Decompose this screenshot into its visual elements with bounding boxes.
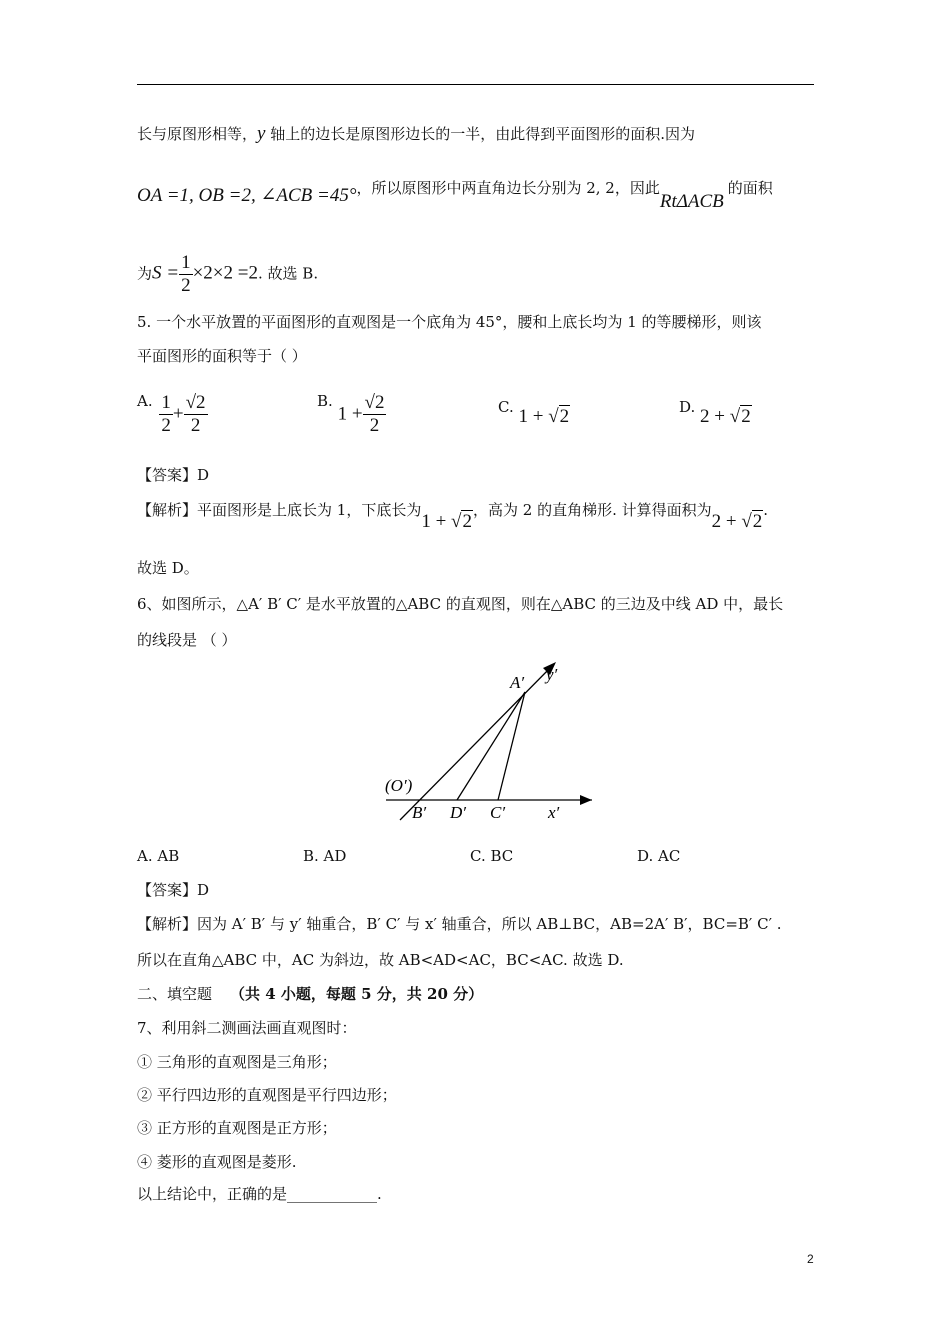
q7-item-4: ④ 菱形的直观图是菱形. [137, 1153, 297, 1171]
q5-answer: 【答案】D [137, 466, 210, 484]
q6-explanation-line-1: 【解析】因为 A′ B′ 与 y′ 轴重合，B′ C′ 与 x′ 轴重合，所以 AB⊥BC，AB=2A′ B′，BC=B′ C′ . [137, 915, 782, 933]
y-axis [400, 664, 554, 820]
math-lead: 1 + [337, 403, 363, 425]
math-lead: 2 + [700, 406, 726, 427]
q6-answer: 【答案】D [137, 881, 210, 899]
q7-item-2: ② 平行四边形的直观图是平行四边形； [137, 1086, 397, 1104]
section-title: 二、填空题 [137, 985, 213, 1003]
text: ，高为 2 的直角梯形. 计算得面积为 [472, 501, 712, 519]
q7-item-3: ③ 正方形的直观图是正方形； [137, 1119, 337, 1137]
text: 长与原图形相等， [137, 125, 258, 143]
math-lead: 2 + [711, 511, 737, 532]
radicand: 2 [559, 406, 570, 427]
solution-line-2 [137, 179, 773, 212]
q6-option-d: D. AC [637, 847, 681, 865]
option-label: C. [498, 398, 514, 416]
label-b: B′ [412, 803, 427, 822]
text: . [763, 501, 769, 519]
question-5-line-1: 5. 一个水平放置的平面图形的直观图是一个底角为 45°，腰和上底长均为 1 的等腰梯形，则该 [137, 313, 762, 331]
option-label: D. [679, 398, 696, 416]
text: ，所以原图形中两直角边长分别为 2, 2，因此 [356, 179, 660, 197]
math-sqrt-expression: 2 + √2 [700, 406, 751, 427]
fraction [179, 252, 193, 297]
radicand: 2 [741, 406, 751, 427]
math-product: ×2×2 =2 [192, 262, 258, 284]
label-a: A′ [510, 673, 525, 692]
oblique-triangle-figure [370, 650, 600, 830]
math-sqrt-expression: 1 + √2 [518, 406, 570, 427]
q6-explanation-line-2: 所以在直角△ABC 中，AC 为斜边，故 AB<AD<AC，BC<AC. 故选 D. [137, 951, 624, 969]
math-y: y [257, 123, 266, 144]
q5-explanation [137, 500, 769, 532]
numerator: 1 [181, 252, 191, 273]
text: 为 [137, 264, 153, 283]
q5-option-d [679, 396, 752, 427]
page-number: 2 [807, 1252, 814, 1266]
section-2-heading [137, 984, 483, 1004]
q5-option-c [498, 396, 570, 427]
math-lead: 1 + [421, 511, 447, 532]
q6-option-a: A. AB [137, 847, 180, 865]
denominator: 2 [181, 275, 191, 296]
numerator: √2 [185, 392, 206, 413]
q5-option-a [137, 392, 208, 437]
solution-line-3 [137, 252, 318, 297]
fraction [159, 392, 173, 437]
label-x-axis: x′ [548, 803, 560, 822]
question-7-title: 7、利用斜二测画法画直观图时： [137, 1019, 357, 1037]
denominator: 2 [369, 415, 380, 436]
denominator: 2 [190, 415, 201, 436]
math-s: S = [152, 262, 180, 284]
math-triangle: RtΔACB [659, 191, 724, 212]
plus: + [172, 403, 184, 425]
label-d: D′ [450, 803, 466, 822]
label-origin: (O′) [385, 776, 413, 795]
fraction [184, 392, 208, 437]
q5-option-b [317, 392, 386, 437]
header-rule [137, 84, 814, 85]
math-expression: OA =1, OB =2, ∠ACB =45° [137, 185, 357, 206]
q6-option-b: B. AD [303, 847, 347, 865]
question-6-line-1: 6、如图所示，△A′ B′ C′ 是水平放置的△ABC 的直观图，则在△ABC 的三边及中线 AD 中，最长 [137, 595, 784, 613]
q7-question: 以上结论中，正确的是____________. [137, 1185, 382, 1203]
numerator: √2 [364, 392, 385, 413]
q7-item-1: ① 三角形的直观图是三角形； [137, 1053, 337, 1071]
math-sqrt-expression: 2 + √2 [711, 511, 763, 532]
radicand: 2 [752, 511, 763, 532]
question-6-line-2: 的线段是 （ ） [137, 631, 237, 649]
question-5-line-2: 平面图形的面积等于（ ） [137, 347, 307, 365]
label-c: C′ [490, 803, 506, 822]
section-scoring: （共 4 小题，每题 5 分，共 20 分） [230, 985, 484, 1003]
text: . 故选 B. [258, 264, 319, 283]
segment-a-c [498, 692, 525, 800]
numerator: 1 [161, 392, 171, 413]
radicand: 2 [462, 511, 472, 532]
q5-conclusion: 故选 D。 [137, 559, 199, 577]
text: 轴上的边长是原图形边长的一半，由此得到平面图形的面积.因为 [265, 125, 695, 143]
denominator: 2 [161, 415, 171, 436]
segment-a-d [457, 692, 525, 800]
math-lead: 1 + [518, 406, 544, 427]
x-axis-arrowhead [580, 795, 592, 805]
math-sqrt-expression: 1 + √2 [421, 511, 472, 532]
q6-option-c: C. BC [470, 847, 514, 865]
option-label: A. [137, 392, 153, 410]
fraction [363, 392, 387, 437]
option-label: B. [317, 392, 333, 410]
label-y-axis: y′ [546, 665, 558, 684]
solution-line-1 [137, 124, 695, 144]
text: 【解析】平面图形是上底长为 1，下底长为 [137, 501, 422, 519]
text: 的面积 [727, 179, 773, 197]
